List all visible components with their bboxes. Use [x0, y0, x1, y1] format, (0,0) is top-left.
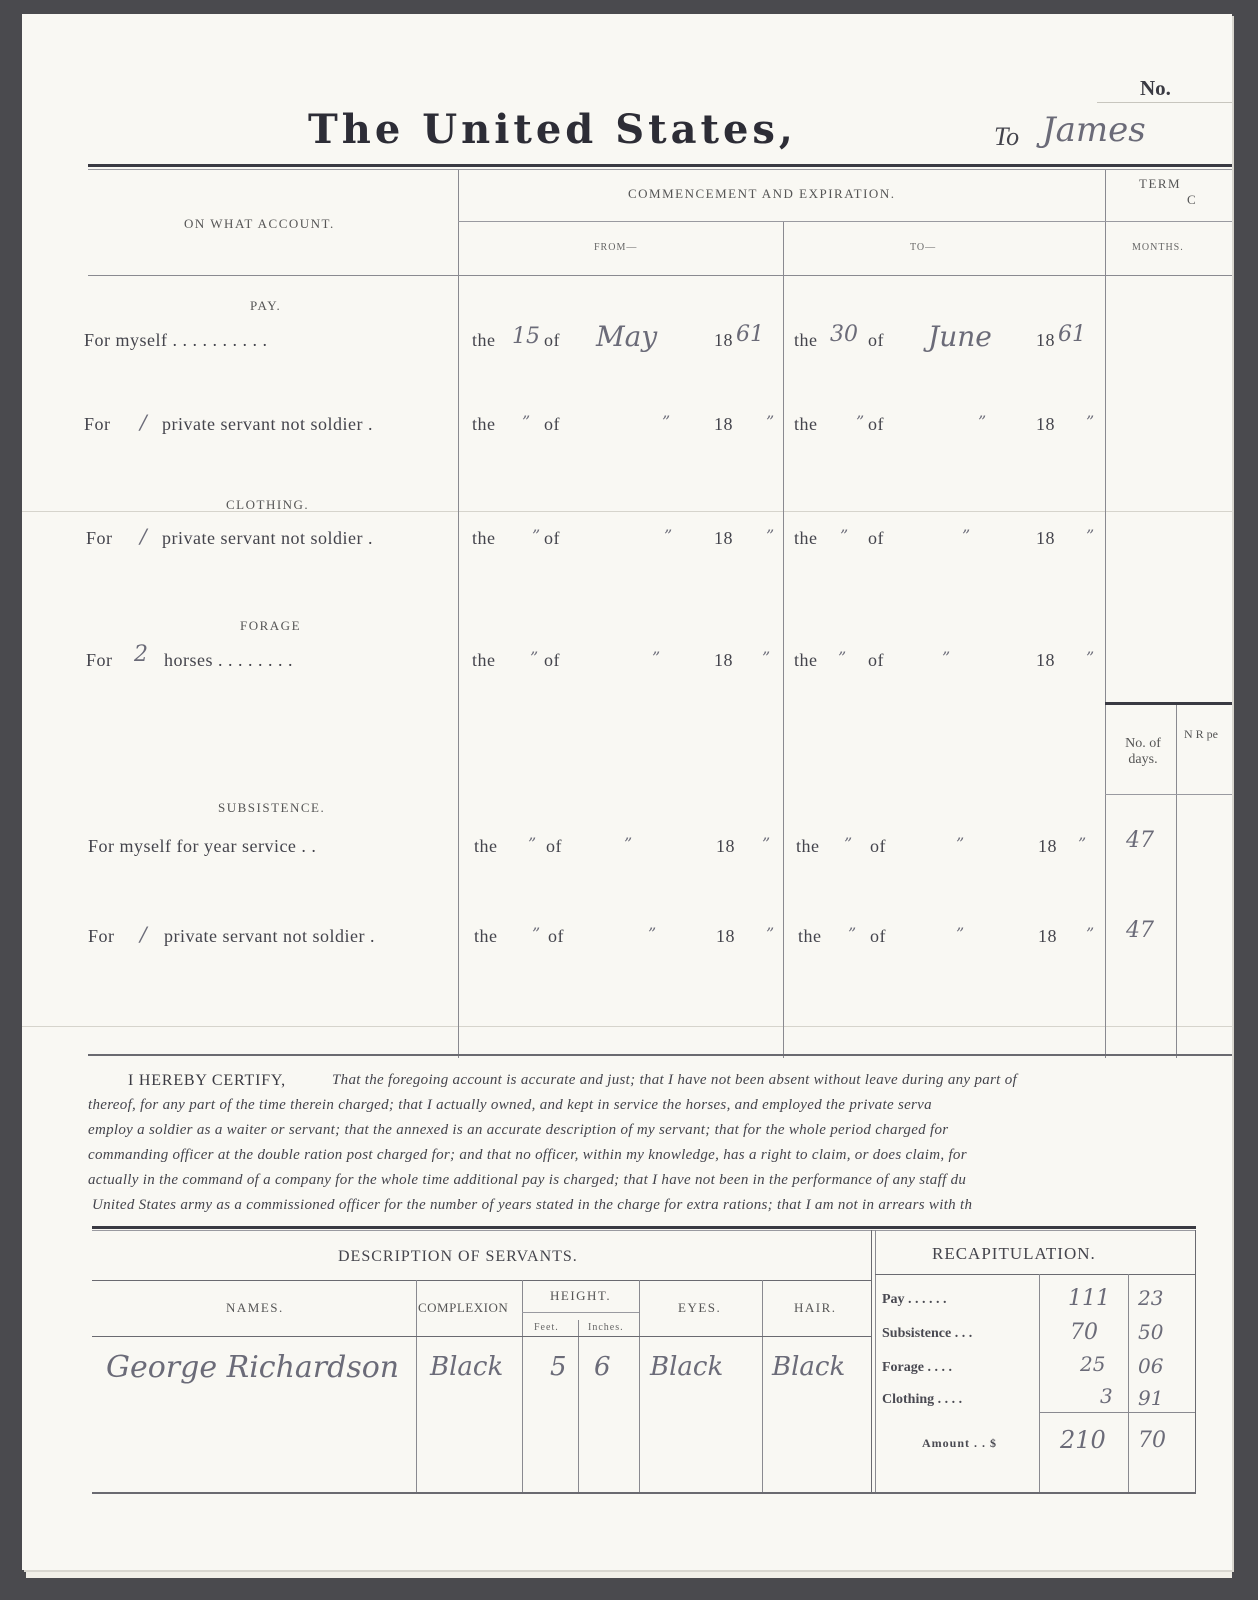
- to-month: June: [928, 320, 992, 353]
- fold-crease: [22, 1026, 1232, 1027]
- col-header-names: NAMES.: [226, 1300, 284, 1315]
- to-of: of: [870, 836, 886, 856]
- from-year-prefix: 18: [714, 414, 733, 434]
- from-of: of: [544, 650, 560, 670]
- col-divider: [1176, 704, 1177, 1058]
- col-header-eyes: EYES.: [678, 1300, 722, 1315]
- to-year-prefix: 18: [1036, 528, 1055, 548]
- servant-eyes: Black: [650, 1352, 724, 1382]
- box-divider: [875, 1230, 876, 1492]
- row-label: For: [86, 650, 113, 670]
- days-value: 47: [1126, 918, 1154, 943]
- to-year-prefix: 18: [1038, 926, 1057, 946]
- from-day: ”: [530, 648, 539, 667]
- col-header-inches: Inches.: [588, 1322, 624, 1333]
- row-label-rest: private servant not soldier .: [162, 528, 373, 548]
- col-header-complexion: COMPLEXION: [418, 1300, 509, 1315]
- from-year-hand: ”: [766, 924, 775, 943]
- recap-col: [1039, 1274, 1040, 1492]
- servant-inches: 6: [594, 1352, 611, 1382]
- from-the: the: [472, 414, 496, 434]
- recap-cents: 91: [1138, 1386, 1164, 1410]
- col-divider: [458, 170, 459, 1058]
- box-divider: [1195, 1230, 1196, 1492]
- certify-line: employ a soldier as a waiter or servant; that the annexed is an accurate description of my servant; that for the whole period charged for: [88, 1122, 949, 1138]
- height-subheader-rule: [522, 1312, 639, 1313]
- col-header-rations: N R pe: [1184, 727, 1218, 741]
- to-year-hand: ”: [1086, 924, 1095, 943]
- recap-dollars: 111: [1068, 1286, 1110, 1311]
- from-the: the: [472, 650, 496, 670]
- section-clothing: CLOTHING.: [226, 497, 310, 512]
- days-box-rule: [1105, 794, 1232, 795]
- from-month: ”: [652, 648, 661, 667]
- from-year-prefix: 18: [714, 650, 733, 670]
- to-year-prefix: 18: [1036, 650, 1055, 670]
- col-header-commencement: COMMENCEMENT AND EXPIRATION.: [628, 186, 896, 201]
- to-of: of: [868, 330, 884, 350]
- from-the: the: [474, 836, 498, 856]
- certify-line: That the foregoing account is accurate and just; that I have not been absent without leave during any part of: [332, 1072, 1017, 1088]
- from-of: of: [544, 414, 560, 434]
- servants-subheader-rule: [92, 1336, 871, 1337]
- col-divider: [783, 222, 784, 1058]
- table-top-rule: [88, 164, 1232, 167]
- col-header-height: HEIGHT.: [550, 1288, 612, 1303]
- to-day: ”: [838, 648, 847, 667]
- to-year-prefix: 18: [1036, 414, 1055, 434]
- number-rule: [1097, 102, 1232, 103]
- recap-dollars: 70: [1070, 1320, 1098, 1345]
- from-of: of: [544, 330, 560, 350]
- servant-feet: 5: [550, 1352, 567, 1382]
- from-year-hand: 61: [736, 322, 764, 347]
- servants-col: [578, 1320, 579, 1492]
- col-header-term: TERM: [1139, 176, 1182, 191]
- servants-header-rule: [92, 1280, 871, 1281]
- recap-label: Clothing . . . .: [882, 1392, 963, 1407]
- from-month: May: [596, 320, 658, 353]
- col-header-account: ON WHAT ACCOUNT.: [184, 216, 335, 231]
- to-day: ”: [844, 834, 853, 853]
- row-label-rest: private servant not soldier .: [164, 926, 375, 946]
- to-month: ”: [942, 648, 951, 667]
- to-the: the: [794, 650, 818, 670]
- recap-cents: 50: [1138, 1320, 1164, 1344]
- to-year-hand: ”: [1086, 526, 1095, 545]
- servant-hair: Black: [772, 1352, 846, 1382]
- col-header-feet: Feet.: [534, 1322, 559, 1333]
- to-year-hand: ”: [1086, 648, 1095, 667]
- from-year-prefix: 18: [716, 836, 735, 856]
- row-label: For: [86, 528, 113, 548]
- from-year-hand: ”: [766, 526, 775, 545]
- to-of: of: [870, 926, 886, 946]
- to-of: of: [868, 414, 884, 434]
- col-divider: [1105, 170, 1106, 1058]
- certify-rule: [88, 1054, 1232, 1056]
- from-year-hand: ”: [762, 648, 771, 667]
- to-day: ”: [840, 526, 849, 545]
- section-subsistence: SUBSISTENCE.: [218, 800, 326, 815]
- certify-line: United States army as a commissioned officer for the number of years stated in the charge for extra rations; that I am not in arrears with th: [92, 1197, 973, 1213]
- col-header-months: MONTHS.: [1132, 242, 1184, 253]
- recap-title: RECAPITULATION.: [932, 1244, 1096, 1263]
- row-quantity: 2: [134, 642, 148, 667]
- to-year-hand: ”: [1086, 412, 1095, 431]
- from-day: ”: [532, 526, 541, 545]
- row-label-rest: horses . . . . . . . .: [164, 650, 293, 670]
- number-label: No.: [1140, 76, 1171, 100]
- row-label: For: [88, 926, 115, 946]
- col-header-to: TO—: [910, 242, 937, 253]
- to-day: ”: [848, 924, 857, 943]
- to-year-hand: 61: [1058, 322, 1086, 347]
- to-year-prefix: 18: [1036, 330, 1055, 350]
- from-month: ”: [662, 412, 671, 431]
- col-header-days: No. of days.: [1125, 736, 1161, 767]
- certify-line: actually in the command of a company for the whole time additional pay is charged; that I have not been in the performance of any staff du: [88, 1172, 967, 1188]
- recap-header-rule: [875, 1274, 1195, 1275]
- from-year-hand: ”: [762, 834, 771, 853]
- from-the: the: [474, 926, 498, 946]
- servants-col: [762, 1280, 763, 1492]
- to-of: of: [868, 528, 884, 548]
- recap-dollars: 3: [1100, 1384, 1113, 1408]
- col-header-term-cont: C: [1187, 192, 1198, 207]
- to-of: of: [868, 650, 884, 670]
- row-quantity: /: [140, 410, 147, 434]
- to-the: the: [794, 330, 818, 350]
- from-of: of: [544, 528, 560, 548]
- document-page: [22, 14, 1232, 1570]
- from-of: of: [548, 926, 564, 946]
- section-pay: PAY.: [250, 298, 282, 313]
- to-the: the: [798, 926, 822, 946]
- recap-label: Pay . . . . . .: [882, 1292, 947, 1307]
- recap-amount-cents: 70: [1138, 1428, 1166, 1453]
- row-label-rest: private servant not soldier .: [162, 414, 373, 434]
- recap-amount-label: Amount . . $: [922, 1436, 998, 1450]
- page-title: The United States,: [308, 106, 797, 153]
- table-top-rule-thin: [88, 169, 1232, 170]
- servant-name: George Richardson: [106, 1350, 400, 1385]
- from-year-prefix: 18: [714, 330, 733, 350]
- from-of: of: [546, 836, 562, 856]
- from-year-prefix: 18: [714, 528, 733, 548]
- recap-amount-dollars: 210: [1060, 1426, 1106, 1454]
- to-month: ”: [956, 834, 965, 853]
- certify-line: commanding officer at the double ration post charged for; and that no officer, within my knowledge, has a right to claim, or does claim, for: [88, 1147, 967, 1163]
- to-year-hand: ”: [1078, 834, 1087, 853]
- recap-cents: 06: [1138, 1354, 1164, 1378]
- to-month: ”: [962, 526, 971, 545]
- to-label: To: [994, 122, 1020, 151]
- to-day: 30: [830, 322, 858, 347]
- from-the: the: [472, 528, 496, 548]
- servants-col: [416, 1280, 417, 1492]
- row-label: For myself for year service . .: [88, 836, 317, 856]
- to-year-prefix: 18: [1038, 836, 1057, 856]
- servants-title: DESCRIPTION OF SERVANTS.: [338, 1248, 578, 1265]
- recap-sum-rule: [1039, 1412, 1195, 1413]
- from-month: ”: [648, 924, 657, 943]
- from-the: the: [472, 330, 496, 350]
- days-box-rule: [1105, 702, 1232, 705]
- payee-name: James: [1042, 110, 1146, 150]
- recap-dollars: 25: [1080, 1352, 1106, 1376]
- row-label: For: [84, 414, 111, 434]
- to-month: ”: [978, 412, 987, 431]
- from-year-prefix: 18: [716, 926, 735, 946]
- from-year-hand: ”: [766, 412, 775, 431]
- to-the: the: [796, 836, 820, 856]
- servants-col: [639, 1280, 640, 1492]
- from-day: ”: [522, 412, 531, 431]
- header-rule: [458, 221, 1232, 222]
- from-day: ”: [532, 924, 541, 943]
- to-month: ”: [956, 924, 965, 943]
- servants-top-rule-thin: [92, 1230, 1196, 1231]
- recap-cents: 23: [1138, 1286, 1164, 1310]
- days-value: 47: [1126, 828, 1154, 853]
- recap-col: [1128, 1274, 1129, 1492]
- row-label: For myself . . . . . . . . . .: [84, 330, 268, 350]
- to-day: ”: [856, 412, 865, 431]
- row-quantity: /: [140, 922, 147, 946]
- box-divider: [871, 1230, 872, 1492]
- row-quantity: /: [140, 524, 147, 548]
- certify-lead: I HEREBY CERTIFY,: [128, 1072, 286, 1089]
- fold-crease: [22, 511, 1232, 512]
- from-month: ”: [624, 834, 633, 853]
- certify-line: thereof, for any part of the time therein charged; that I actually owned, and kept in service the horses, and employed the private serva: [88, 1097, 932, 1113]
- servants-bottom-rule: [92, 1492, 1196, 1494]
- to-the: the: [794, 414, 818, 434]
- from-day: ”: [528, 834, 537, 853]
- recap-label: Subsistence . . .: [882, 1326, 973, 1341]
- col-header-hair: HAIR.: [794, 1300, 837, 1315]
- to-the: the: [794, 528, 818, 548]
- recap-label: Forage . . . .: [882, 1360, 952, 1375]
- col-header-from: FROM—: [594, 242, 638, 253]
- from-month: ”: [664, 526, 673, 545]
- from-day: 15: [512, 324, 540, 349]
- servants-top-rule: [92, 1226, 1196, 1229]
- header-bottom-rule: [88, 275, 1232, 276]
- section-forage: FORAGE: [240, 618, 302, 633]
- servant-complexion: Black: [430, 1352, 504, 1382]
